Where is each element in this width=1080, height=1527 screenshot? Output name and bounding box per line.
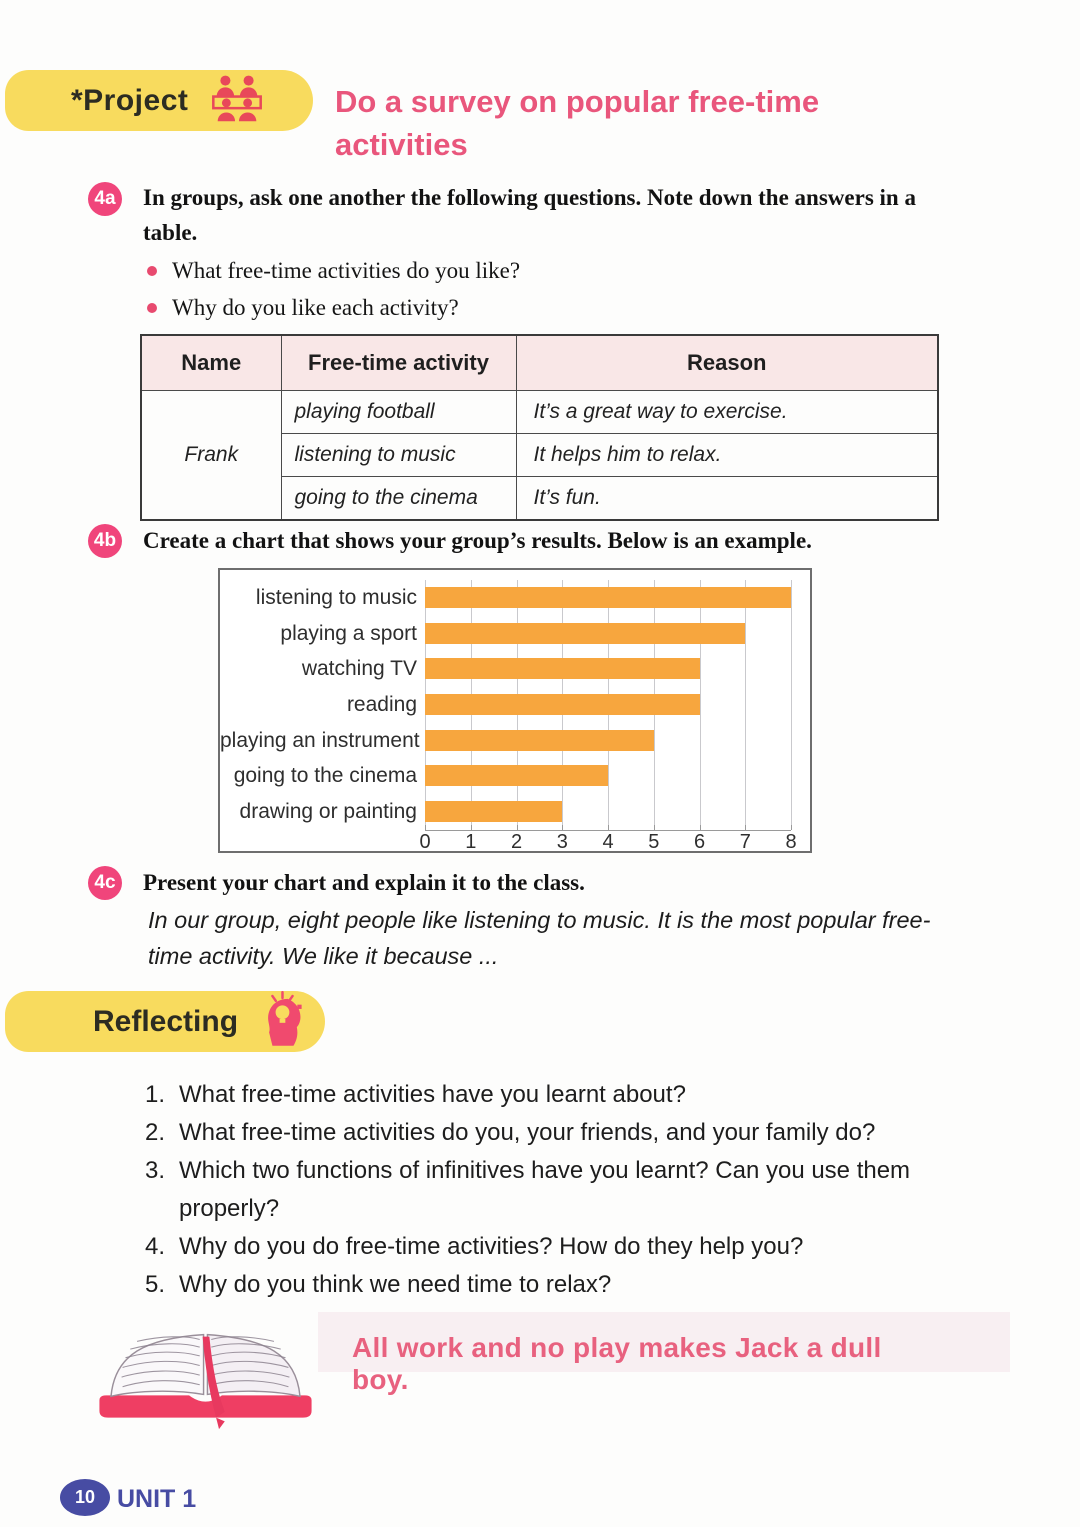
activity-cell: listening to music — [281, 434, 516, 477]
bullet-dot-icon — [147, 303, 157, 313]
table-header-row — [141, 335, 938, 391]
x-tick-label: 6 — [693, 831, 706, 853]
reason-cell: It’s fun. — [516, 477, 938, 521]
chart-category-label: drawing or painting — [239, 799, 417, 823]
activity-cell: playing football — [281, 391, 516, 434]
chart-category-label: going to the cinema — [233, 764, 417, 788]
x-tick-label: 4 — [602, 831, 614, 853]
thinking-head-lightbulb-icon — [260, 991, 304, 1052]
proverb-text: All work and no play makes Jack a dull boy. — [352, 1332, 882, 1395]
project-label: *Project — [71, 83, 189, 117]
chart-x-axis — [419, 830, 797, 853]
badge-4c: 4c — [88, 866, 122, 900]
reason-cell: It helps him to relax. — [516, 434, 938, 477]
chart-row — [220, 794, 810, 830]
chart-row — [220, 651, 810, 687]
reflecting-question-list — [145, 1076, 935, 1304]
name-cell: Frank — [141, 391, 281, 521]
people-meeting-icon — [208, 72, 266, 129]
x-tick-mark — [517, 825, 518, 830]
reason-cell: It’s a great way to exercise. — [516, 391, 938, 434]
chart-row — [220, 723, 810, 759]
x-tick-label: 8 — [785, 831, 797, 853]
chart-category-label: listening to music — [255, 585, 417, 609]
question-number: 2. — [145, 1119, 166, 1146]
x-tick-mark — [791, 825, 792, 830]
chart-row — [220, 758, 810, 794]
unit-label: UNIT 1 — [117, 1485, 197, 1513]
bullet-question: What free-time activities do you like? — [172, 257, 521, 283]
chart-bar-area — [425, 616, 791, 652]
chart-category-label: playing an instrument — [220, 728, 420, 752]
question-text: What free-time activities have you learnt about? — [179, 1081, 686, 1108]
example-presentation-text: In our group, eight people like listening to music. It is the most popular free-time activity. We like it because ... — [148, 907, 931, 970]
question-text: Why do you think we need time to relax? — [179, 1271, 612, 1298]
bullet-dot-icon — [147, 266, 157, 276]
chart-row — [220, 616, 810, 652]
x-tick-label: 5 — [648, 831, 660, 853]
header-name: Name — [141, 335, 281, 391]
chart-bar — [425, 694, 700, 715]
question-item — [145, 1152, 935, 1228]
open-book-illustration — [88, 1298, 323, 1438]
x-tick-mark — [745, 825, 746, 830]
bullet-item — [147, 289, 847, 326]
chart-bar — [425, 730, 654, 751]
bullet-question: Why do you like each activity? — [172, 294, 459, 320]
table-row — [141, 391, 938, 434]
instruction-4b: Create a chart that shows your group’s results. Below is an example. — [143, 528, 812, 553]
question-item — [145, 1228, 935, 1266]
chart-bar-area — [425, 651, 791, 687]
header-reason: Reason — [516, 335, 938, 391]
x-tick-mark — [608, 825, 609, 830]
badge-4b: 4b — [88, 524, 122, 558]
chart-row — [220, 687, 810, 723]
survey-table — [140, 334, 939, 521]
chart-bar-area — [425, 580, 791, 616]
question-item — [145, 1114, 935, 1152]
chart-bar — [425, 765, 608, 786]
chart-bar — [425, 623, 745, 644]
header-activity: Free-time activity — [281, 335, 516, 391]
chart-bar-area — [425, 687, 791, 723]
x-tick-label: 2 — [510, 831, 523, 853]
badge-4a: 4a — [88, 182, 122, 216]
chart-row — [220, 580, 810, 616]
page-number-badge: 10 — [60, 1479, 110, 1516]
question-text: Which two functions of infinitives have you learnt? Can you use them properly? — [179, 1157, 911, 1222]
page-title: Do a survey on popular free-time activities — [335, 84, 820, 163]
chart-category-label: reading — [346, 692, 417, 716]
x-tick-mark — [700, 825, 701, 830]
question-text: Why do you do free-time activities? How do they help you? — [179, 1233, 804, 1260]
x-tick-label: 1 — [465, 831, 477, 853]
question-number: 3. — [145, 1157, 166, 1184]
bullet-list — [147, 252, 847, 326]
chart-bar-area — [425, 723, 791, 759]
instruction-4a: In groups, ask one another the following questions. Note down the answers in a table. — [143, 185, 916, 245]
x-tick-mark — [562, 825, 563, 830]
survey-table-body — [141, 391, 938, 521]
question-number: 1. — [145, 1081, 166, 1108]
reflecting-label: Reflecting — [93, 1004, 239, 1038]
x-tick-mark — [425, 825, 426, 830]
chart-bar-area — [425, 758, 791, 794]
question-number: 5. — [145, 1271, 166, 1298]
instruction-4c: Present your chart and explain it to the class. — [143, 870, 585, 895]
chart-category-label: playing a sport — [280, 621, 417, 645]
question-item — [145, 1076, 935, 1114]
question-number: 4. — [145, 1233, 166, 1260]
chart-bar — [425, 801, 562, 822]
x-tick-label: 3 — [556, 831, 568, 853]
bullet-item — [147, 252, 847, 289]
x-tick-label: 7 — [739, 831, 751, 853]
chart-category-label: watching TV — [301, 657, 417, 681]
reflecting-banner — [5, 991, 325, 1052]
x-tick-mark — [471, 825, 472, 830]
question-text: What free-time activities do you, your friends, and your family do? — [179, 1119, 876, 1146]
x-tick-mark — [654, 825, 655, 830]
bar-chart — [218, 568, 812, 853]
chart-rows — [220, 580, 810, 830]
project-banner — [5, 70, 313, 131]
activity-cell: going to the cinema — [281, 477, 516, 521]
x-tick-label: 0 — [419, 831, 431, 853]
chart-bar — [425, 587, 791, 608]
chart-bar — [425, 658, 700, 679]
